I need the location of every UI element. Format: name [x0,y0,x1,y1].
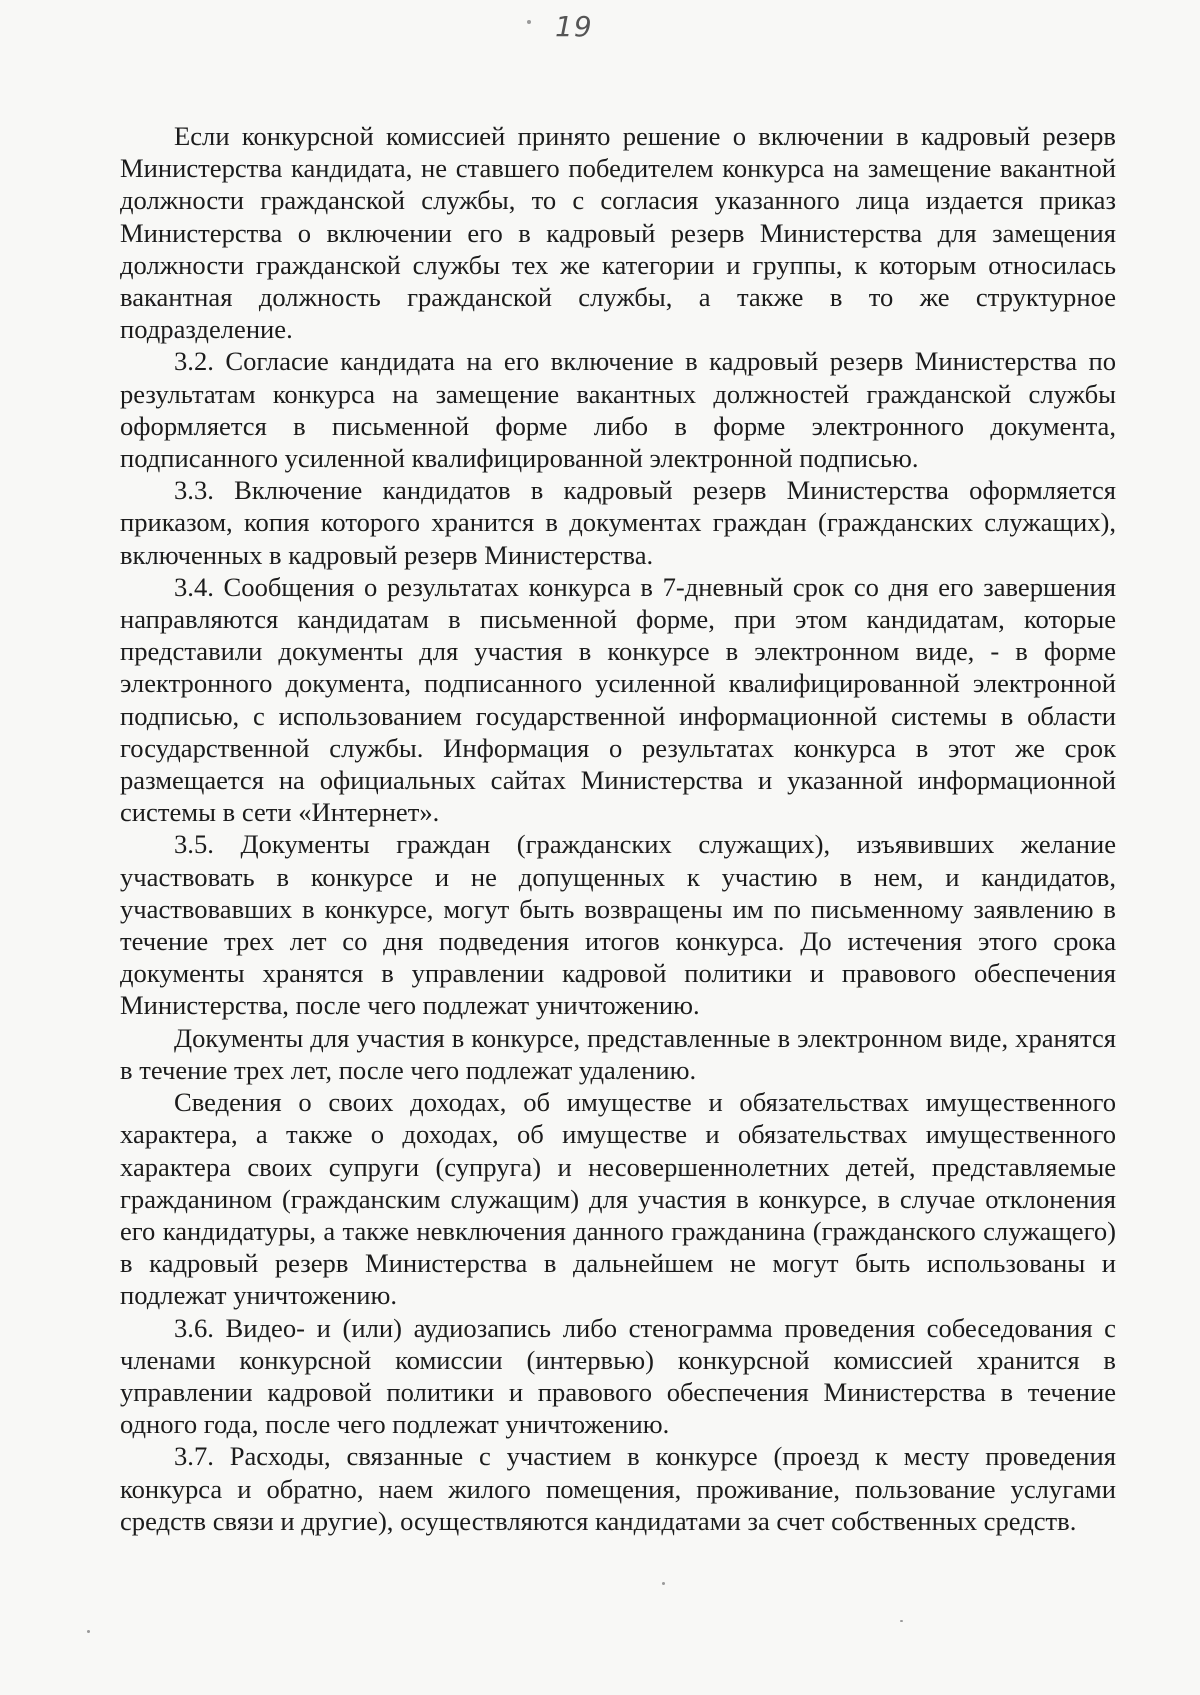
paragraph-3-2: 3.2. Согласие кандидата на его включение в кадровый резерв Министерства по результатам конкурса на замещение вакантных должностей гражданской службы оформляется в письменной форме либо в форме электронного документа, подписанного усиленной квалифицированной электронной подписью. [120,346,1116,474]
paragraph-3-7: 3.7. Расходы, связанные с участием в конкурсе (проезд к месту проведения конкурса и обратно, наем жилого помещения, проживание, пользование услугами средств связи и другие), осуществляются кандидатами за счет собственных средств. [120,1441,1116,1536]
scan-speck [662,1582,665,1585]
paragraph-reserve-decision: Если конкурсной комиссией принято решение о включении в кадровый резерв Министерства кандидата, не ставшего победителем конкурса на замещение вакантной должности гражданской службы, то с согласия указанного лица издается приказ Министерства о включении его в кадровый резерв Министерства для замещения должности гражданской службы тех же категории и группы, к которым относилась вакантная должность гражданской службы, а также в то же структурное подразделение. [120,121,1116,345]
paragraph-3-6: 3.6. Видео- и (или) аудиозапись либо стенограмма проведения собеседования с членами конкурсной комиссии (интервью) конкурсной комиссией хранится в управлении кадровой политики и правового обеспечения Министерства в течение одного года, после чего подлежат уничтожению. [120,1312,1116,1440]
paragraph-3-5: 3.5. Документы граждан (гражданских служащих), изъявивших желание участвовать в конкурсе и не допущенных к участию в нем, и кандидатов, участвовавших в конкурсе, могут быть возвращены им по письменному заявлению в течение трех лет со дня подведения итогов конкурса. До истечения этого срока документы хранятся в управлении кадровой политики и правового обеспечения Министерства, после чего подлежат уничтожению. [120,829,1116,1021]
page-number: 19 [555,10,593,43]
paragraph-3-4: 3.4. Сообщения о результатах конкурса в 7-дневный срок со дня его завершения направляются кандидатам в письменной форме, при этом кандидатам, которые представили документы для участия в конкурсе в электронном виде, - в форме электронного документа, подписанного усиленной квалифицированной электронной подписью, с использованием государственной информационной системы в области государственной службы. Информация о результатах конкурса в этот же срок размещается на официальных сайтах Министерства и указанной информационной системы в сети «Интернет». [120,571,1116,828]
paragraph-electronic-documents: Документы для участия в конкурсе, представленные в электронном виде, хранятся в течение трех лет, после чего подлежат удалению. [120,1022,1116,1085]
document-body [120,120,1116,1537]
scan-speck [87,1630,90,1633]
paragraph-3-3: 3.3. Включение кандидатов в кадровый резерв Министерства оформляется приказом, копия которого хранится в документах граждан (гражданских служащих), включенных в кадровый резерв Министерства. [120,475,1116,570]
scan-speck [527,20,531,24]
scan-speck [900,1620,903,1622]
paragraph-income-information: Сведения о своих доходах, об имуществе и обязательствах имущественного характера, а также о доходах, об имуществе и обязательствах имущественного характера своих супруги (супруга) и несовершеннолетних детей, представляемые гражданином (гражданским служащим) для участия в конкурсе, в случае отклонения его кандидатуры, а также невключения данного гражданина (гражданского служащего) в кадровый резерв Министерства в дальнейшем не могут быть использованы и подлежат уничтожению. [120,1087,1116,1311]
